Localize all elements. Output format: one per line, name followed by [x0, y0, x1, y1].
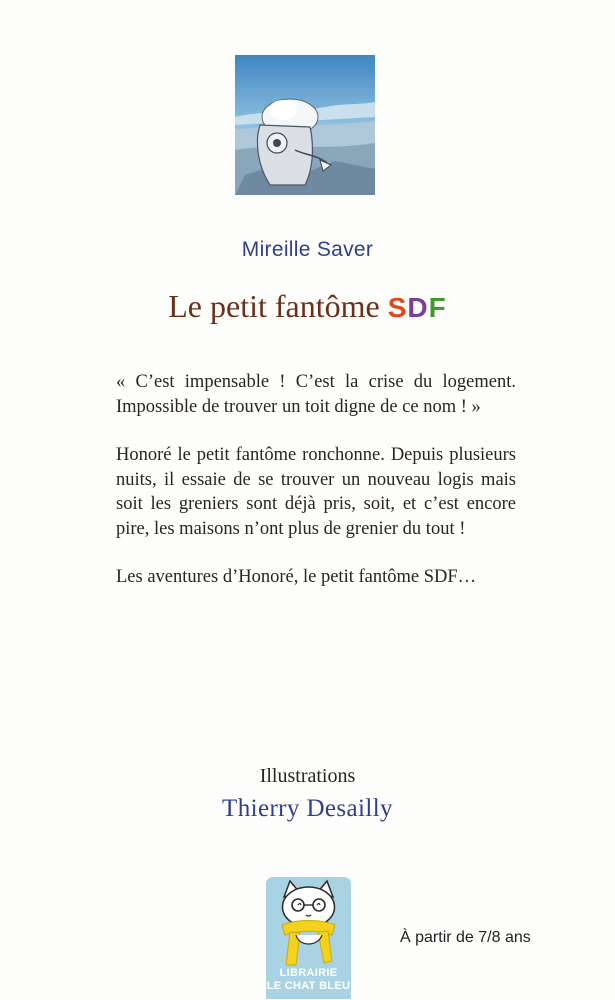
ghost-illustration — [235, 55, 375, 195]
bookshop-name-line1: LIBRAIRIE — [279, 967, 338, 979]
cat-logo-icon — [266, 877, 351, 967]
sdf-letter-d: D — [407, 292, 429, 323]
book-title-sdf — [388, 292, 447, 323]
bookshop-badge — [266, 877, 351, 999]
age-range: À partir de 7/8 ans — [400, 929, 531, 946]
sdf-letter-s: S — [387, 292, 408, 323]
blurb — [116, 370, 516, 614]
sdf-letter-f: F — [428, 292, 447, 323]
cover-illustration — [235, 55, 375, 195]
blurb-tagline: Les aventures d’Honoré, le petit fantôme SDF… — [116, 567, 477, 587]
blurb-paragraph: Honoré le petit fantôme ronchonne. Depuis plusieurs nuits, il essaie de se trouver un nouveau logis mais soit les greniers sont déjà pris, soit, et c’est encore pire, les maisons n’ont plus de grenier du tout ! — [116, 445, 516, 539]
illustrations-label: Illustrations — [259, 765, 356, 787]
book-title-main: Le petit fantôme — [168, 288, 380, 324]
bookshop-name — [266, 967, 351, 993]
author-name: Mireille Saver — [241, 238, 374, 261]
illustrator-name: Thierry Desailly — [222, 795, 393, 822]
blurb-quote: « C’est impensable ! C’est la crise du logement. Impossible de trouver un toit digne de ce nom ! » — [116, 372, 516, 417]
bookshop-name-line2: LE CHAT BLEU — [266, 980, 351, 992]
book-title — [0, 288, 615, 325]
